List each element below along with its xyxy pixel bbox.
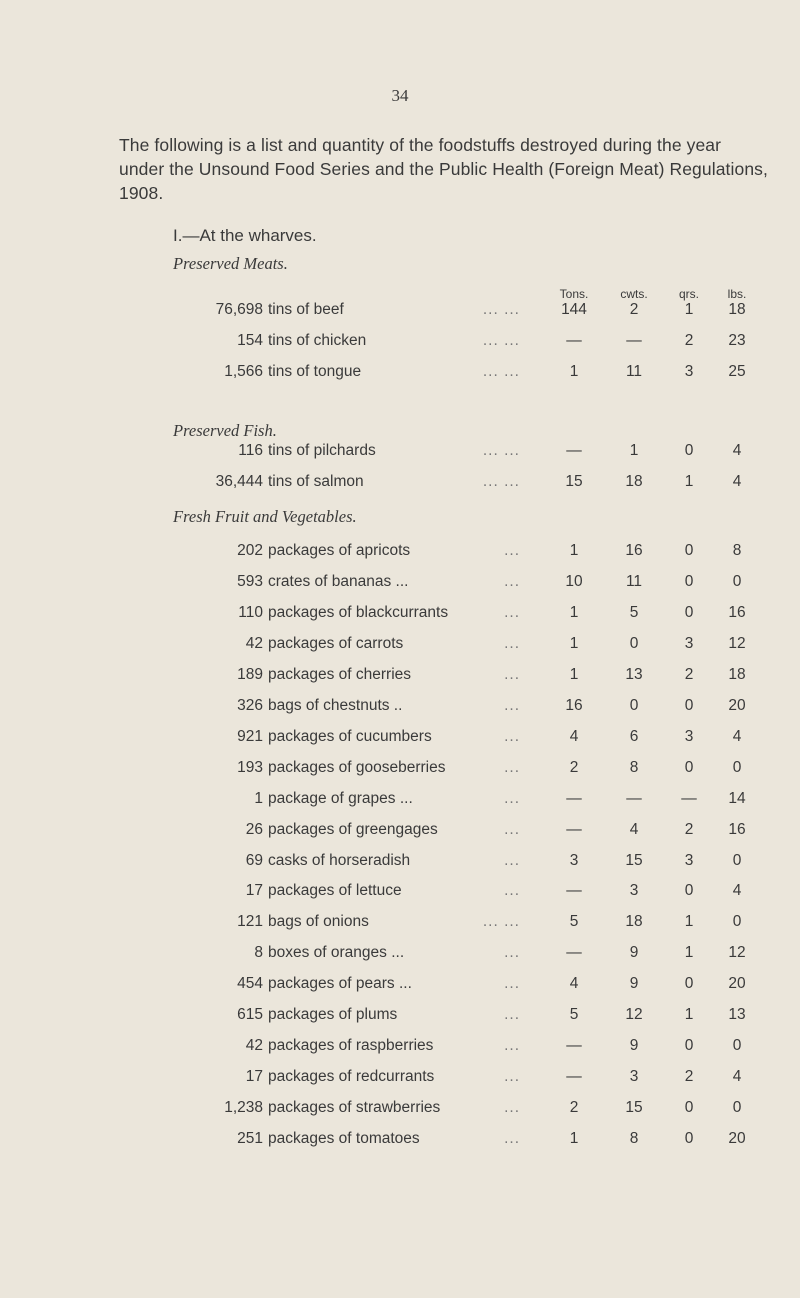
row-quantity: 121 bbox=[237, 913, 263, 931]
row-description: packages of redcurrants bbox=[268, 1068, 435, 1086]
row-description: packages of plums bbox=[268, 1006, 398, 1024]
cell-tons: — bbox=[566, 1068, 582, 1086]
row-quantity: 1,238 bbox=[224, 1099, 263, 1117]
row-leader-dots: ... bbox=[504, 789, 520, 807]
row-quantity: 202 bbox=[237, 542, 263, 559]
cell-cwts: 16 bbox=[625, 542, 643, 559]
row-leader-dots: ... bbox=[504, 1006, 520, 1024]
row-description: casks of horseradish bbox=[268, 851, 411, 869]
cell-lbs: 12 bbox=[728, 634, 746, 652]
table-row bbox=[0, 790, 800, 814]
cell-cwts: 18 bbox=[625, 913, 643, 931]
row-description: package of grapes ... bbox=[268, 789, 413, 807]
cell-lbs: 0 bbox=[732, 851, 742, 869]
row-leader-dots: ... bbox=[504, 1068, 520, 1086]
row-description: tins of chicken bbox=[268, 331, 367, 349]
cell-tons: 5 bbox=[569, 1006, 579, 1024]
cell-lbs: 4 bbox=[732, 882, 742, 900]
row-quantity: 454 bbox=[237, 975, 263, 993]
cell-tons: 3 bbox=[569, 851, 579, 869]
cell-lbs: 4 bbox=[732, 472, 742, 490]
row-quantity: 110 bbox=[238, 603, 263, 621]
cell-cwts: 15 bbox=[625, 1099, 643, 1117]
row-leader-dots: ... bbox=[504, 1037, 520, 1055]
cell-lbs: 20 bbox=[728, 975, 746, 993]
row-quantity: 8 bbox=[254, 944, 263, 962]
cell-lbs: 4 bbox=[732, 727, 742, 745]
row-description: packages of lettuce bbox=[268, 882, 402, 900]
row-leader-dots: ... bbox=[504, 727, 520, 745]
cell-lbs: 12 bbox=[728, 944, 746, 962]
table-row bbox=[0, 1006, 800, 1030]
cell-tons: 1 bbox=[569, 665, 579, 683]
cell-qrs: 1 bbox=[684, 1006, 694, 1024]
row-description: packages of cucumbers bbox=[268, 727, 432, 745]
cell-cwts: 1 bbox=[629, 442, 639, 459]
cell-cwts: 5 bbox=[629, 603, 639, 621]
cell-tons: — bbox=[566, 789, 582, 807]
row-quantity: 42 bbox=[245, 634, 263, 652]
row-description: packages of carrots bbox=[268, 634, 404, 652]
cell-qrs: 0 bbox=[684, 1130, 694, 1148]
cell-cwts: 11 bbox=[625, 362, 643, 380]
row-quantity: 193 bbox=[237, 758, 263, 776]
cell-tons: — bbox=[566, 442, 582, 459]
row-leader-dots: ... bbox=[504, 572, 520, 590]
table-row bbox=[0, 913, 800, 937]
cell-tons: — bbox=[566, 1037, 582, 1055]
cell-qrs: 0 bbox=[684, 572, 694, 590]
row-quantity: 593 bbox=[237, 572, 263, 590]
row-leader-dots: ... bbox=[504, 820, 520, 838]
table-row bbox=[0, 442, 800, 466]
cell-cwts: 0 bbox=[629, 634, 639, 652]
column-header-lbs: lbs. bbox=[727, 287, 747, 301]
cell-qrs: 0 bbox=[684, 975, 694, 993]
table-row bbox=[0, 666, 800, 690]
cell-lbs: 14 bbox=[728, 789, 746, 807]
cell-lbs: 20 bbox=[728, 1130, 746, 1148]
cell-qrs: 2 bbox=[684, 820, 694, 838]
row-description: crates of bananas ... bbox=[268, 572, 409, 590]
cell-cwts: 15 bbox=[625, 851, 643, 869]
row-description: tins of salmon bbox=[268, 472, 364, 490]
row-description: boxes of oranges ... bbox=[268, 944, 405, 962]
row-quantity: 76,698 bbox=[215, 301, 263, 318]
table-row bbox=[0, 759, 800, 783]
table-row bbox=[0, 363, 800, 387]
cell-qrs: 0 bbox=[684, 542, 694, 559]
row-description: packages of pears ... bbox=[268, 975, 412, 993]
cell-lbs: 18 bbox=[728, 301, 746, 318]
cell-cwts: 3 bbox=[629, 882, 639, 900]
cell-tons: — bbox=[566, 944, 582, 962]
cell-qrs: 2 bbox=[684, 1068, 694, 1086]
cell-qrs: 1 bbox=[684, 301, 694, 318]
row-quantity: 116 bbox=[238, 442, 263, 459]
row-quantity: 921 bbox=[237, 727, 263, 745]
row-description: packages of tomatoes bbox=[268, 1130, 420, 1148]
column-header-cwts: cwts. bbox=[620, 287, 648, 301]
cell-tons: 16 bbox=[565, 696, 583, 714]
table-row bbox=[0, 821, 800, 845]
table-row bbox=[0, 1068, 800, 1092]
cell-tons: 1 bbox=[569, 634, 579, 652]
row-quantity: 326 bbox=[237, 696, 263, 714]
row-description: packages of greengages bbox=[268, 820, 438, 838]
row-description: tins of pilchards bbox=[268, 442, 376, 459]
cell-tons: 4 bbox=[569, 727, 579, 745]
cell-cwts: 8 bbox=[629, 758, 639, 776]
cell-cwts: 4 bbox=[629, 820, 639, 838]
table-row bbox=[0, 852, 800, 876]
cell-cwts: 6 bbox=[629, 727, 639, 745]
column-header-tons: Tons. bbox=[559, 287, 589, 301]
cell-tons: — bbox=[566, 882, 582, 900]
table-row bbox=[0, 542, 800, 566]
cell-qrs: 0 bbox=[684, 696, 694, 714]
cell-qrs: 1 bbox=[684, 472, 694, 490]
table-row bbox=[0, 473, 800, 497]
cell-qrs: 2 bbox=[684, 331, 694, 349]
cell-tons: 4 bbox=[569, 975, 579, 993]
cell-lbs: 4 bbox=[732, 442, 742, 459]
row-description: packages of apricots bbox=[268, 542, 411, 559]
row-quantity: 17 bbox=[245, 882, 263, 900]
row-description: bags of chestnuts .. bbox=[268, 696, 403, 714]
cell-qrs: 2 bbox=[684, 665, 694, 683]
row-leader-dots: ... bbox=[504, 1099, 520, 1117]
row-quantity: 1,566 bbox=[224, 362, 263, 380]
cell-cwts: 11 bbox=[625, 572, 643, 590]
row-description: packages of raspberries bbox=[268, 1037, 434, 1055]
cell-tons: 2 bbox=[569, 1099, 579, 1117]
row-description: packages of cherries bbox=[268, 665, 412, 683]
row-quantity: 26 bbox=[245, 820, 263, 838]
cell-cwts: — bbox=[626, 789, 642, 807]
cell-lbs: 16 bbox=[728, 820, 746, 838]
cell-qrs: 0 bbox=[684, 1037, 694, 1055]
cell-lbs: 8 bbox=[732, 542, 742, 559]
row-description: packages of blackcurrants bbox=[268, 603, 449, 621]
cell-qrs: 0 bbox=[684, 758, 694, 776]
table-row bbox=[0, 1099, 800, 1123]
row-leader-dots: ... bbox=[504, 603, 520, 621]
cell-lbs: 16 bbox=[728, 603, 746, 621]
row-quantity: 36,444 bbox=[215, 472, 263, 490]
cell-tons: — bbox=[566, 820, 582, 838]
row-quantity: 154 bbox=[237, 331, 263, 349]
table-row bbox=[0, 697, 800, 721]
row-leader-dots: ... bbox=[504, 851, 520, 869]
row-quantity: 69 bbox=[245, 851, 263, 869]
cell-qrs: 1 bbox=[684, 913, 694, 931]
row-leader-dots: ... bbox=[504, 634, 520, 652]
row-description: packages of strawberries bbox=[268, 1099, 441, 1117]
cell-tons: 1 bbox=[569, 542, 579, 559]
cell-cwts: 9 bbox=[629, 975, 639, 993]
cell-qrs: 3 bbox=[684, 727, 694, 745]
row-leader-dots: ... ... bbox=[482, 301, 520, 318]
cell-tons: 5 bbox=[569, 913, 579, 931]
cell-cwts: 13 bbox=[625, 665, 643, 683]
cell-cwts: 3 bbox=[629, 1068, 639, 1086]
row-leader-dots: ... bbox=[504, 696, 520, 714]
row-leader-dots: ... ... bbox=[482, 472, 520, 490]
row-leader-dots: ... ... bbox=[482, 442, 520, 459]
cell-cwts: 18 bbox=[625, 472, 643, 490]
table-row bbox=[0, 635, 800, 659]
column-header-qrs: qrs. bbox=[678, 287, 700, 301]
page-number: 34 bbox=[391, 86, 409, 105]
cell-qrs: 0 bbox=[684, 882, 694, 900]
row-leader-dots: ... ... bbox=[482, 331, 520, 349]
table-row bbox=[0, 882, 800, 906]
group-heading: Fresh Fruit and Vegetables. bbox=[173, 507, 357, 526]
table-row bbox=[0, 301, 800, 325]
row-leader-dots: ... bbox=[504, 758, 520, 776]
row-quantity: 251 bbox=[237, 1130, 263, 1148]
cell-cwts: 9 bbox=[629, 1037, 639, 1055]
cell-tons: 10 bbox=[565, 572, 583, 590]
cell-lbs: 25 bbox=[728, 362, 746, 380]
cell-tons: — bbox=[566, 331, 582, 349]
cell-qrs: — bbox=[681, 789, 697, 807]
group-heading: Preserved Meats. bbox=[173, 254, 288, 273]
row-leader-dots: ... bbox=[504, 1130, 520, 1148]
cell-cwts: 9 bbox=[629, 944, 639, 962]
row-leader-dots: ... bbox=[504, 882, 520, 900]
table-row bbox=[0, 944, 800, 968]
cell-qrs: 0 bbox=[684, 1099, 694, 1117]
table-row bbox=[0, 1037, 800, 1061]
row-quantity: 615 bbox=[237, 1006, 263, 1024]
group-heading: Preserved Fish. bbox=[173, 421, 277, 440]
intro-paragraph: The following is a list and quantity of the foodstuffs destroyed during the year under the Unsound Food Series and the Public Health (Foreign Meat) Regulations, 1908. bbox=[119, 135, 768, 203]
row-quantity: 42 bbox=[245, 1037, 263, 1055]
cell-lbs: 18 bbox=[728, 665, 746, 683]
cell-qrs: 3 bbox=[684, 362, 694, 380]
row-leader-dots: ... ... bbox=[482, 362, 520, 380]
cell-lbs: 0 bbox=[732, 1037, 742, 1055]
table-row bbox=[0, 1130, 800, 1154]
cell-tons: 15 bbox=[565, 472, 583, 490]
cell-lbs: 0 bbox=[732, 913, 742, 931]
cell-tons: 1 bbox=[569, 362, 579, 380]
row-leader-dots: ... bbox=[504, 542, 520, 559]
cell-lbs: 4 bbox=[732, 1068, 742, 1086]
cell-tons: 2 bbox=[569, 758, 579, 776]
cell-lbs: 0 bbox=[732, 572, 742, 590]
table-row bbox=[0, 332, 800, 356]
cell-cwts: — bbox=[626, 331, 642, 349]
cell-cwts: 2 bbox=[629, 301, 639, 318]
cell-lbs: 20 bbox=[728, 696, 746, 714]
row-quantity: 189 bbox=[237, 665, 263, 683]
table-row bbox=[0, 728, 800, 752]
cell-qrs: 0 bbox=[684, 442, 694, 459]
row-description: bags of onions bbox=[268, 913, 369, 931]
cell-tons: 1 bbox=[569, 603, 579, 621]
row-description: packages of gooseberries bbox=[268, 758, 446, 776]
table-row bbox=[0, 604, 800, 628]
row-description: tins of beef bbox=[268, 301, 344, 318]
row-leader-dots: ... bbox=[504, 665, 520, 683]
cell-qrs: 3 bbox=[684, 851, 694, 869]
cell-cwts: 0 bbox=[629, 696, 639, 714]
cell-lbs: 0 bbox=[732, 1099, 742, 1117]
cell-cwts: 12 bbox=[625, 1006, 643, 1024]
row-quantity: 17 bbox=[245, 1068, 263, 1086]
row-leader-dots: ... bbox=[504, 944, 520, 962]
section-heading: I.—At the wharves. bbox=[173, 226, 317, 245]
cell-lbs: 23 bbox=[728, 331, 746, 349]
table-row bbox=[0, 975, 800, 999]
cell-lbs: 0 bbox=[732, 758, 742, 776]
row-description: tins of tongue bbox=[268, 362, 362, 380]
cell-qrs: 1 bbox=[684, 944, 694, 962]
row-quantity: 1 bbox=[254, 789, 263, 807]
row-leader-dots: ... ... bbox=[482, 913, 520, 931]
table-row bbox=[0, 573, 800, 597]
cell-lbs: 13 bbox=[728, 1006, 746, 1024]
cell-cwts: 8 bbox=[629, 1130, 639, 1148]
cell-qrs: 3 bbox=[684, 634, 694, 652]
cell-tons: 144 bbox=[561, 301, 587, 318]
row-leader-dots: ... bbox=[504, 975, 520, 993]
cell-qrs: 0 bbox=[684, 603, 694, 621]
cell-tons: 1 bbox=[569, 1130, 579, 1148]
